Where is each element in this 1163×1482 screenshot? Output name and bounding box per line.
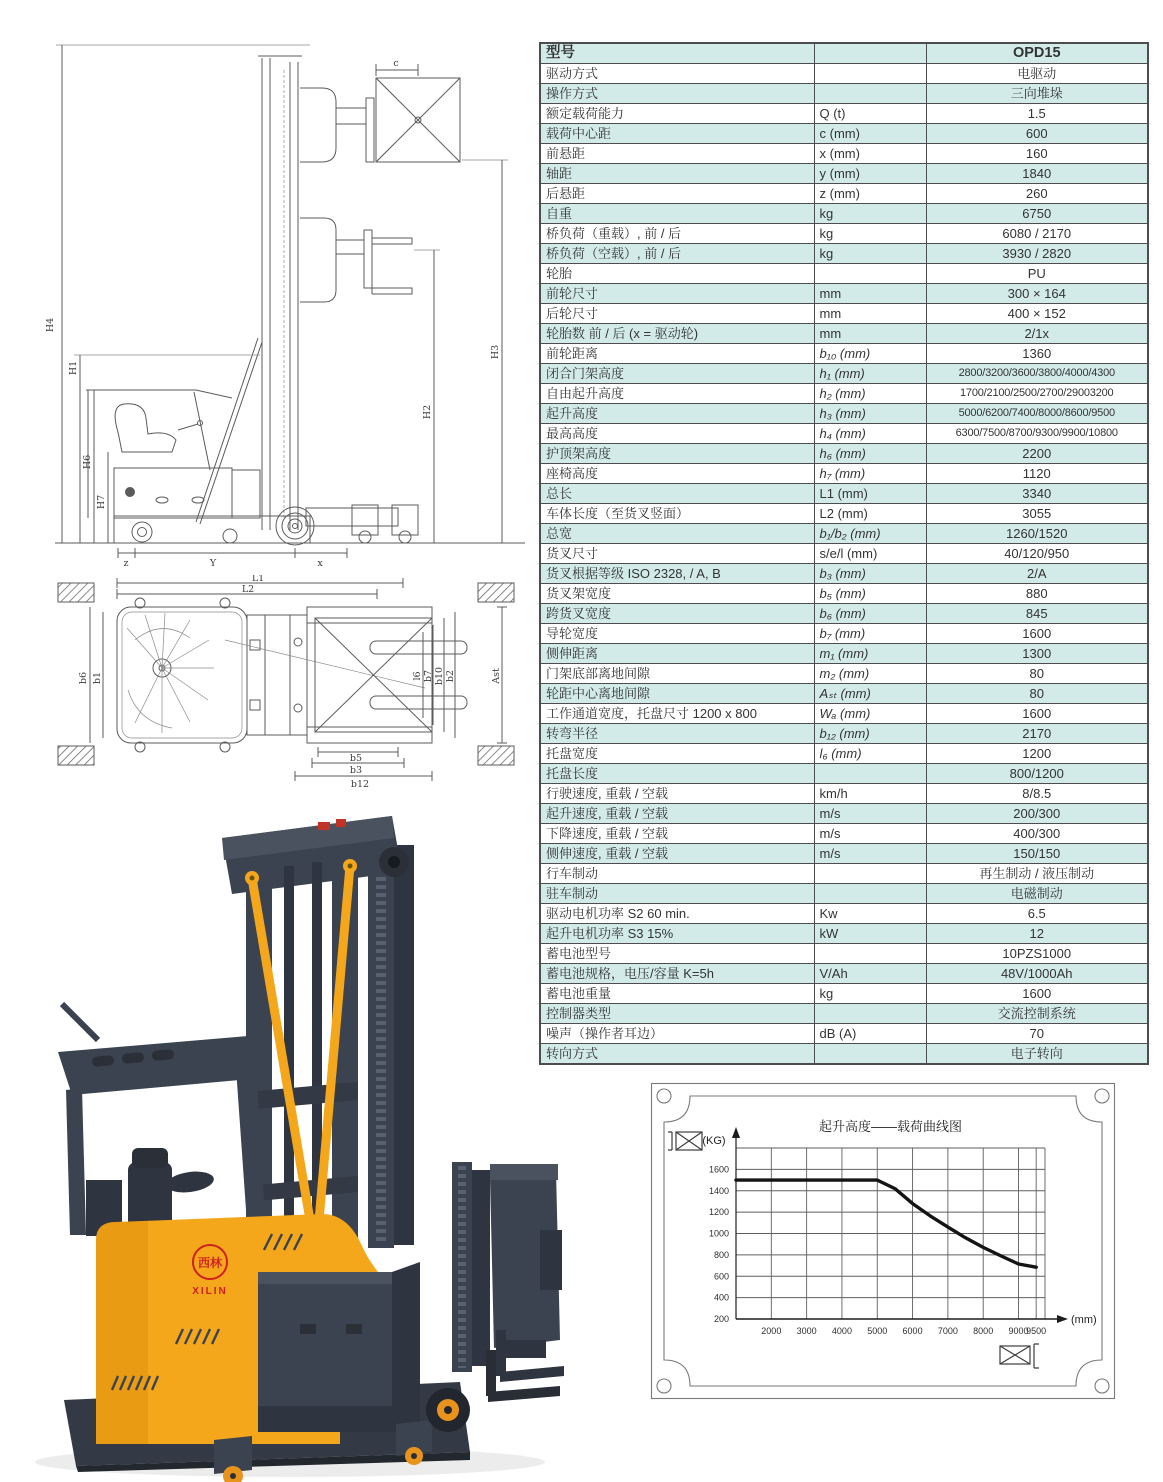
spec-table bbox=[539, 42, 1149, 1065]
x-unit-label: (mm) bbox=[1071, 1314, 1097, 1326]
spec-symbol-cell: h₇ (mm) bbox=[814, 464, 926, 484]
spec-value-cell: 80 bbox=[926, 664, 1148, 684]
spec-label-cell: 操作方式 bbox=[540, 84, 814, 104]
spec-symbol-cell: s/e/l (mm) bbox=[814, 544, 926, 564]
spec-value-cell: 1360 bbox=[926, 344, 1148, 364]
fork-upper bbox=[500, 1366, 564, 1382]
spec-symbol-cell bbox=[814, 43, 926, 64]
spec-label-cell: 护顶架高度 bbox=[540, 444, 814, 464]
spec-table-row bbox=[540, 664, 1148, 684]
spec-symbol-cell: h₆ (mm) bbox=[814, 444, 926, 464]
mast-side bbox=[196, 56, 302, 530]
spec-value-cell: 80 bbox=[926, 684, 1148, 704]
spec-table-row bbox=[540, 584, 1148, 604]
dim-y: Y bbox=[209, 558, 217, 569]
spec-value-cell: 3055 bbox=[926, 504, 1148, 524]
y-tick-label: 1200 bbox=[708, 1207, 729, 1218]
dim-h6: H6 bbox=[82, 454, 93, 470]
spec-symbol-cell: x (mm) bbox=[814, 144, 926, 164]
spec-symbol-cell: b₁₀ (mm) bbox=[814, 344, 926, 364]
spec-label-cell: 门架底部离地间隙 bbox=[540, 664, 814, 684]
spec-label-cell: 导轮宽度 bbox=[540, 624, 814, 644]
spec-symbol-cell: b₃ (mm) bbox=[814, 564, 926, 584]
dim-h2: H2 bbox=[422, 404, 433, 420]
spec-symbol-cell: m₁ (mm) bbox=[814, 644, 926, 664]
spec-label-cell: 蓄电池规格，电压/容量 K=5h bbox=[540, 964, 814, 984]
spec-table-row bbox=[540, 624, 1148, 644]
spec-label-cell: 载荷中心距 bbox=[540, 124, 814, 144]
dim-l1: L1 bbox=[251, 575, 265, 584]
spec-symbol-cell bbox=[814, 1004, 926, 1024]
spec-symbol-cell bbox=[814, 64, 926, 84]
x-tick-label: 2000 bbox=[761, 1326, 782, 1336]
spec-symbol-cell: mm bbox=[814, 304, 926, 324]
spec-label-cell: 总宽 bbox=[540, 524, 814, 544]
x-tick-label: 7000 bbox=[937, 1326, 958, 1336]
dim-b12: b12 bbox=[350, 779, 370, 790]
spec-symbol-cell bbox=[814, 884, 926, 904]
spec-label-cell: 起升高度 bbox=[540, 404, 814, 424]
spec-table-row bbox=[540, 804, 1148, 824]
load-chart bbox=[702, 1119, 1096, 1336]
spec-table-row bbox=[540, 304, 1148, 324]
spec-table-body bbox=[540, 43, 1148, 1064]
spec-symbol-cell: km/h bbox=[814, 784, 926, 804]
spec-value-cell: 1200 bbox=[926, 744, 1148, 764]
spec-value-cell: 880 bbox=[926, 584, 1148, 604]
spec-table-row bbox=[540, 284, 1148, 304]
spec-table-row bbox=[540, 964, 1148, 984]
dim-b2: b2 bbox=[445, 669, 456, 683]
spec-value-cell: 三向堆垛 bbox=[926, 84, 1148, 104]
y-tick-label: 200 bbox=[713, 1314, 729, 1324]
spec-symbol-cell: b₇ (mm) bbox=[814, 624, 926, 644]
spec-label-cell: 轮胎数 前 / 后 (x = 驱动轮) bbox=[540, 324, 814, 344]
spec-label-cell: 前悬距 bbox=[540, 144, 814, 164]
spec-label-cell: 货叉架宽度 bbox=[540, 584, 814, 604]
spec-table-row bbox=[540, 224, 1148, 244]
spec-value-cell: 12 bbox=[926, 924, 1148, 944]
y-tick-label: 1600 bbox=[708, 1164, 729, 1175]
spec-table-row bbox=[540, 1004, 1148, 1024]
spec-symbol-cell: h₂ (mm) bbox=[814, 384, 926, 404]
spec-symbol-cell: b₅ (mm) bbox=[814, 584, 926, 604]
load-chart-plate bbox=[650, 1082, 1116, 1400]
spec-symbol-cell: dB (A) bbox=[814, 1024, 926, 1044]
spec-value-cell: 3930 / 2820 bbox=[926, 244, 1148, 264]
spec-table-row bbox=[540, 484, 1148, 504]
spec-label-cell: 货叉尺寸 bbox=[540, 544, 814, 564]
spec-table-row bbox=[540, 424, 1148, 444]
x-tick-label: 9000 bbox=[1008, 1326, 1029, 1336]
spec-label-cell: 侧伸速度, 重载 / 空载 bbox=[540, 844, 814, 864]
spec-table-row bbox=[540, 384, 1148, 404]
spec-symbol-cell: h₃ (mm) bbox=[814, 404, 926, 424]
spec-label-cell: 驱动电机功率 S2 60 min. bbox=[540, 904, 814, 924]
spec-label-cell: 额定载荷能力 bbox=[540, 104, 814, 124]
raised-carriage bbox=[300, 78, 460, 162]
dim-b5: b5 bbox=[349, 753, 363, 764]
spec-table-row bbox=[540, 204, 1148, 224]
dim-h4: H4 bbox=[45, 317, 56, 333]
spec-value-cell: 1600 bbox=[926, 624, 1148, 644]
brand-cn: 西林 bbox=[197, 1256, 223, 1270]
dim-b10: b10 bbox=[434, 666, 445, 686]
spec-value-cell: 400/300 bbox=[926, 824, 1148, 844]
dim-b6: b6 bbox=[78, 671, 89, 685]
top-view-drawing bbox=[50, 575, 525, 790]
spec-label-cell: 轮距中心离地间隙 bbox=[540, 684, 814, 704]
spec-label-cell: 跨货叉宽度 bbox=[540, 604, 814, 624]
spec-value-cell: 6300/7500/8700/9300/9900/10800 bbox=[926, 424, 1148, 444]
spec-symbol-cell: m/s bbox=[814, 804, 926, 824]
spec-table-row bbox=[540, 724, 1148, 744]
spec-symbol-cell bbox=[814, 84, 926, 104]
dim-b7: b7 bbox=[423, 669, 434, 683]
spec-table-row bbox=[540, 244, 1148, 264]
x-tick-label: 4000 bbox=[831, 1326, 852, 1336]
spec-value-cell: 5000/6200/7400/8000/8600/9500 bbox=[926, 404, 1148, 424]
spec-symbol-cell: y (mm) bbox=[814, 164, 926, 184]
spec-symbol-cell: L2 (mm) bbox=[814, 504, 926, 524]
load-icon-left bbox=[668, 1132, 702, 1150]
spec-table-row bbox=[540, 544, 1148, 564]
spec-symbol-cell: kg bbox=[814, 984, 926, 1004]
spec-label-cell: 前轮距离 bbox=[540, 344, 814, 364]
spec-symbol-cell bbox=[814, 264, 926, 284]
spec-label-cell: 蓄电池重量 bbox=[540, 984, 814, 1004]
spec-symbol-cell bbox=[814, 1044, 926, 1065]
spec-table-row bbox=[540, 164, 1148, 184]
spec-value-cell: 6750 bbox=[926, 204, 1148, 224]
spec-table-row bbox=[540, 1024, 1148, 1044]
y-unit-label: (KG) bbox=[702, 1135, 726, 1147]
spec-value-cell: 40/120/950 bbox=[926, 544, 1148, 564]
spec-value-cell: 2/1x bbox=[926, 324, 1148, 344]
spec-table-container bbox=[539, 42, 1147, 1065]
spec-symbol-cell: kg bbox=[814, 244, 926, 264]
spec-table-row bbox=[540, 524, 1148, 544]
spec-label-cell: 后悬距 bbox=[540, 184, 814, 204]
spec-label-cell: 前轮尺寸 bbox=[540, 284, 814, 304]
spec-table-row bbox=[540, 884, 1148, 904]
spec-value-cell: 1.5 bbox=[926, 104, 1148, 124]
spec-label-cell: 轮胎 bbox=[540, 264, 814, 284]
spec-symbol-cell: h₁ (mm) bbox=[814, 364, 926, 384]
spec-symbol-cell: Wₐ (mm) bbox=[814, 704, 926, 724]
three-way-head bbox=[452, 1162, 564, 1402]
spec-value-cell: 再生制动 / 液压制动 bbox=[926, 864, 1148, 884]
spec-value-cell: 2200 bbox=[926, 444, 1148, 464]
spec-label-cell: 下降速度, 重载 / 空载 bbox=[540, 824, 814, 844]
spec-label-cell: 噪声（操作者耳边） bbox=[540, 1024, 814, 1044]
spec-symbol-cell: b₁/b₂ (mm) bbox=[814, 524, 926, 544]
spec-label-cell: 桥负荷（重载）, 前 / 后 bbox=[540, 224, 814, 244]
spec-table-row bbox=[540, 744, 1148, 764]
spec-value-cell: 1300 bbox=[926, 644, 1148, 664]
spec-symbol-cell bbox=[814, 764, 926, 784]
spec-label-cell: 车体长度（至货叉竖面） bbox=[540, 504, 814, 524]
spec-label-cell: 轴距 bbox=[540, 164, 814, 184]
spec-symbol-cell: m/s bbox=[814, 844, 926, 864]
spec-label-cell: 座椅高度 bbox=[540, 464, 814, 484]
spec-label-cell: 转弯半径 bbox=[540, 724, 814, 744]
spec-table-row bbox=[540, 264, 1148, 284]
spec-value-cell: 电磁制动 bbox=[926, 884, 1148, 904]
x-tick-label: 6000 bbox=[902, 1326, 923, 1336]
spec-table-row bbox=[540, 904, 1148, 924]
spec-value-cell: 8/8.5 bbox=[926, 784, 1148, 804]
spec-value-cell: 1840 bbox=[926, 164, 1148, 184]
spec-symbol-cell: m₂ (mm) bbox=[814, 664, 926, 684]
y-tick-label: 800 bbox=[713, 1249, 729, 1260]
spec-table-row bbox=[540, 784, 1148, 804]
spec-label-cell: 最高高度 bbox=[540, 424, 814, 444]
y-tick-label: 600 bbox=[713, 1271, 729, 1282]
spec-value-cell: PU bbox=[926, 264, 1148, 284]
spec-symbol-cell: c (mm) bbox=[814, 124, 926, 144]
spec-table-row bbox=[540, 1044, 1148, 1065]
spec-symbol-cell: Kw bbox=[814, 904, 926, 924]
spec-value-cell: 3340 bbox=[926, 484, 1148, 504]
spec-label-cell: 蓄电池型号 bbox=[540, 944, 814, 964]
spec-symbol-cell: Q (t) bbox=[814, 104, 926, 124]
spec-label-cell: 起升电机功率 S3 15% bbox=[540, 924, 814, 944]
dim-h7: H7 bbox=[96, 494, 107, 510]
spec-table-row bbox=[540, 944, 1148, 964]
spec-symbol-cell bbox=[814, 944, 926, 964]
spec-symbol-cell: m/s bbox=[814, 824, 926, 844]
spec-value-cell: 200/300 bbox=[926, 804, 1148, 824]
dim-ast: Ast bbox=[491, 668, 502, 684]
spec-value-cell: 600 bbox=[926, 124, 1148, 144]
spec-value-cell: 1600 bbox=[926, 984, 1148, 1004]
spec-table-row bbox=[540, 104, 1148, 124]
spec-symbol-cell: mm bbox=[814, 284, 926, 304]
y-tick-label: 400 bbox=[713, 1292, 729, 1303]
spec-value-cell: 电子转向 bbox=[926, 1044, 1148, 1065]
spec-symbol-cell: kg bbox=[814, 204, 926, 224]
spec-table-row bbox=[540, 844, 1148, 864]
spec-value-cell: 1600 bbox=[926, 704, 1148, 724]
spec-table-row bbox=[540, 344, 1148, 364]
spec-label-cell: 工作通道宽度，托盘尺寸 1200 x 800 bbox=[540, 704, 814, 724]
spec-value-cell: 800/1200 bbox=[926, 764, 1148, 784]
x-tick-label: 3000 bbox=[796, 1326, 817, 1336]
spec-value-cell: 70 bbox=[926, 1024, 1148, 1044]
spec-value-cell: 交流控制系统 bbox=[926, 1004, 1148, 1024]
spec-value-cell: 400 × 152 bbox=[926, 304, 1148, 324]
spec-value-cell: 1120 bbox=[926, 464, 1148, 484]
forklift-photo bbox=[35, 790, 565, 1482]
spec-table-row bbox=[540, 704, 1148, 724]
spec-table-row bbox=[540, 924, 1148, 944]
spec-label-cell: 行驶速度, 重载 / 空载 bbox=[540, 784, 814, 804]
spec-table-row bbox=[540, 504, 1148, 524]
spec-table-row bbox=[540, 444, 1148, 464]
spec-symbol-cell: kW bbox=[814, 924, 926, 944]
spec-symbol-cell: L1 (mm) bbox=[814, 484, 926, 504]
spec-symbol-cell: b₁₂ (mm) bbox=[814, 724, 926, 744]
spec-label-cell: 托盘长度 bbox=[540, 764, 814, 784]
spec-label-cell: 驻车制动 bbox=[540, 884, 814, 904]
spec-label-cell: 驱动方式 bbox=[540, 64, 814, 84]
fork-lower bbox=[488, 1386, 560, 1402]
spec-table-row bbox=[540, 864, 1148, 884]
spec-label-cell: 桥负荷（空载）, 前 / 后 bbox=[540, 244, 814, 264]
spec-table-row bbox=[540, 984, 1148, 1004]
spec-label-cell: 侧伸距离 bbox=[540, 644, 814, 664]
spec-table-row bbox=[540, 684, 1148, 704]
spec-value-cell: 2/A bbox=[926, 564, 1148, 584]
spec-label-cell: 转向方式 bbox=[540, 1044, 814, 1065]
spec-label-cell: 托盘宽度 bbox=[540, 744, 814, 764]
load-icon-bottom bbox=[1000, 1344, 1039, 1368]
spec-table-row bbox=[540, 644, 1148, 664]
spec-table-row bbox=[540, 564, 1148, 584]
spec-table-row bbox=[540, 824, 1148, 844]
y-tick-label: 1000 bbox=[708, 1228, 729, 1239]
spec-table-row bbox=[540, 64, 1148, 84]
spec-table-row bbox=[540, 604, 1148, 624]
spec-table-row bbox=[540, 43, 1148, 64]
dim-z: z bbox=[123, 558, 129, 569]
spec-symbol-cell: kg bbox=[814, 224, 926, 244]
spec-label-cell: 后轮尺寸 bbox=[540, 304, 814, 324]
spec-symbol-cell: mm bbox=[814, 324, 926, 344]
spec-symbol-cell: h₄ (mm) bbox=[814, 424, 926, 444]
spec-table-row bbox=[540, 124, 1148, 144]
dim-b1: b1 bbox=[92, 671, 103, 685]
spec-value-cell: 6080 / 2170 bbox=[926, 224, 1148, 244]
spec-table-row bbox=[540, 144, 1148, 164]
spec-label-cell: 自由起升高度 bbox=[540, 384, 814, 404]
spec-label-cell: 型号 bbox=[540, 43, 814, 64]
spec-value-cell: 48V/1000Ah bbox=[926, 964, 1148, 984]
y-axis-arrow bbox=[732, 1127, 740, 1138]
x-tick-label: 8000 bbox=[973, 1326, 994, 1336]
spec-label-cell: 闭合门架高度 bbox=[540, 364, 814, 384]
spec-value-cell: 160 bbox=[926, 144, 1148, 164]
spec-symbol-cell: Aₛₜ (mm) bbox=[814, 684, 926, 704]
dim-b3: b3 bbox=[349, 765, 363, 776]
spec-symbol-cell bbox=[814, 864, 926, 884]
spec-symbol-cell: z (mm) bbox=[814, 184, 926, 204]
dim-x: x bbox=[317, 558, 323, 569]
spec-table-row bbox=[540, 364, 1148, 384]
spec-value-cell: 2800/3200/3600/3800/4000/4300 bbox=[926, 364, 1148, 384]
spec-symbol-cell: l₆ (mm) bbox=[814, 744, 926, 764]
spec-label-cell: 自重 bbox=[540, 204, 814, 224]
brand-en: XILIN bbox=[192, 1286, 228, 1297]
load-curve bbox=[736, 1180, 1036, 1267]
mid-carriage bbox=[300, 218, 412, 302]
dim-h1: H1 bbox=[68, 360, 79, 376]
spec-value-cell: OPD15 bbox=[926, 43, 1148, 64]
spec-symbol-cell: V/Ah bbox=[814, 964, 926, 984]
chassis-side bbox=[114, 505, 418, 545]
spec-value-cell: 电驱动 bbox=[926, 64, 1148, 84]
spec-value-cell: 10PZS1000 bbox=[926, 944, 1148, 964]
x-tick-label: 5000 bbox=[867, 1326, 888, 1336]
spec-value-cell: 845 bbox=[926, 604, 1148, 624]
dim-h3: H3 bbox=[490, 344, 501, 360]
spec-table-row bbox=[540, 764, 1148, 784]
dim-l6: l6 bbox=[412, 671, 423, 681]
spec-table-row bbox=[540, 184, 1148, 204]
spec-label-cell: 货叉根据等级 ISO 2328, / A, B bbox=[540, 564, 814, 584]
spec-value-cell: 1260/1520 bbox=[926, 524, 1148, 544]
spec-table-row bbox=[540, 84, 1148, 104]
spec-label-cell: 行车制动 bbox=[540, 864, 814, 884]
dim-l2: L2 bbox=[241, 584, 255, 595]
battery-cover bbox=[258, 1262, 420, 1432]
spec-table-row bbox=[540, 404, 1148, 424]
spec-table-row bbox=[540, 464, 1148, 484]
spec-value-cell: 2170 bbox=[926, 724, 1148, 744]
spec-label-cell: 总长 bbox=[540, 484, 814, 504]
spec-label-cell: 起升速度, 重载 / 空载 bbox=[540, 804, 814, 824]
x-tick-label: 9500 bbox=[1026, 1326, 1047, 1336]
spec-value-cell: 150/150 bbox=[926, 844, 1148, 864]
side-view-drawing bbox=[40, 30, 540, 590]
x-axis-arrow bbox=[1057, 1315, 1068, 1323]
spec-value-cell: 6.5 bbox=[926, 904, 1148, 924]
y-tick-label: 1400 bbox=[708, 1185, 729, 1196]
spec-symbol-cell: b₆ (mm) bbox=[814, 604, 926, 624]
spec-table-row bbox=[540, 324, 1148, 344]
chart-title: 起升高度——载荷曲线图 bbox=[818, 1119, 963, 1134]
spec-value-cell: 300 × 164 bbox=[926, 284, 1148, 304]
spec-value-cell: 1700/2100/2500/2700/29003200 bbox=[926, 384, 1148, 404]
spec-value-cell: 260 bbox=[926, 184, 1148, 204]
spec-label-cell: 控制器类型 bbox=[540, 1004, 814, 1024]
dim-c: c bbox=[393, 58, 399, 69]
